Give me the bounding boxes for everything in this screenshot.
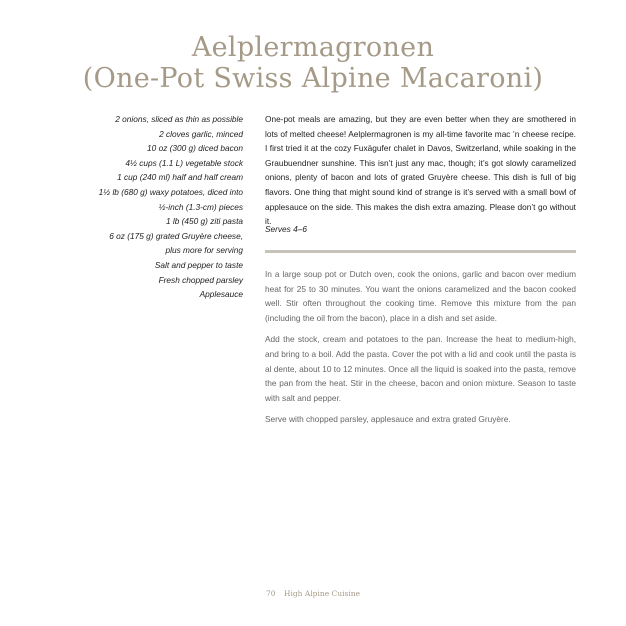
ingredient-item: Fresh chopped parsley (158, 274, 243, 285)
page-footer (0, 589, 626, 598)
ingredient-item: 2 cloves garlic, minced (159, 128, 243, 139)
serves-label: Serves 4–6 (265, 224, 307, 234)
directions (265, 267, 576, 434)
section-divider (265, 250, 576, 253)
ingredient-item: Salt and pepper to taste (154, 259, 243, 270)
ingredient-item: 10 oz (300 g) diced bacon (147, 143, 243, 154)
ingredient-item: ½-inch (1.3-cm) pieces (158, 201, 243, 212)
recipe-intro: One-pot meals are amazing, but they are even better when they are smothered in lots of melted cheese! Aelplermagronen is my all-time favorite mac ’n cheese recipe. I first tried it at the cozy Fuxägufer chalet in Davos, Switzerland, while soaking in the Graubuendner sunshine. This isn’t just any mac, though; it’s got slowly caramelized onions, plenty of bacon and lots of grated Gruyère cheese. This dish is full of big flavors. One thing that might sound kind of strange is it’s served with a small bowl of applesauce on the side. This makes the dish extra amazing. Please don’t go without it. (265, 114, 576, 227)
direction-step: Add the stock, cream and potatoes to the pan. Increase the heat to medium-high, and bring to a boil. Add the pasta. Cover the pot with a lid and cook until the pasta is al dente, about 10 to 12 minutes. Once all the liquid is soaked into the pasta, remove the pan from the heat. Stir in the cheese, bacon and onion mixture. Season to taste with salt and pepper. (265, 334, 576, 403)
ingredient-item: 4½ cups (1.1 L) vegetable stock (125, 157, 243, 168)
book-title: High Alpine Cuisine (283, 589, 361, 598)
direction-step: Serve with chopped parsley, applesauce and extra grated Gruyère. (265, 414, 511, 425)
ingredient-item: plus more for serving (165, 245, 243, 256)
recipe-title-line-2: (One-Pot Swiss Alpine Macaroni) (82, 63, 544, 94)
page-number: 70 (265, 589, 276, 598)
ingredient-item: 2 onions, sliced as thin as possible (115, 114, 243, 124)
ingredient-item: 1½ lb (680 g) waxy potatoes, diced into (98, 186, 243, 197)
ingredient-item: 1 lb (450 g) ziti pasta (165, 216, 243, 227)
ingredients-list (70, 112, 243, 302)
direction-step: In a large soup pot or Dutch oven, cook the onions, garlic and bacon over medium heat for 25 to 30 minutes. You want the onions caramelized and the bacon cooked well. Stir often throughout the cooking time. Remove this mixture from the pan (including the oil from the bacon), place in a dish and set aside. (265, 269, 576, 323)
recipe-title (0, 32, 626, 94)
ingredient-item: 6 oz (175 g) grated Gruyère cheese, (109, 230, 243, 241)
ingredient-item: 1 cup (240 ml) half and half cream (117, 172, 243, 183)
ingredient-item: Applesauce (199, 289, 243, 300)
recipe-title-line-1: Aelplermagronen (191, 32, 435, 63)
